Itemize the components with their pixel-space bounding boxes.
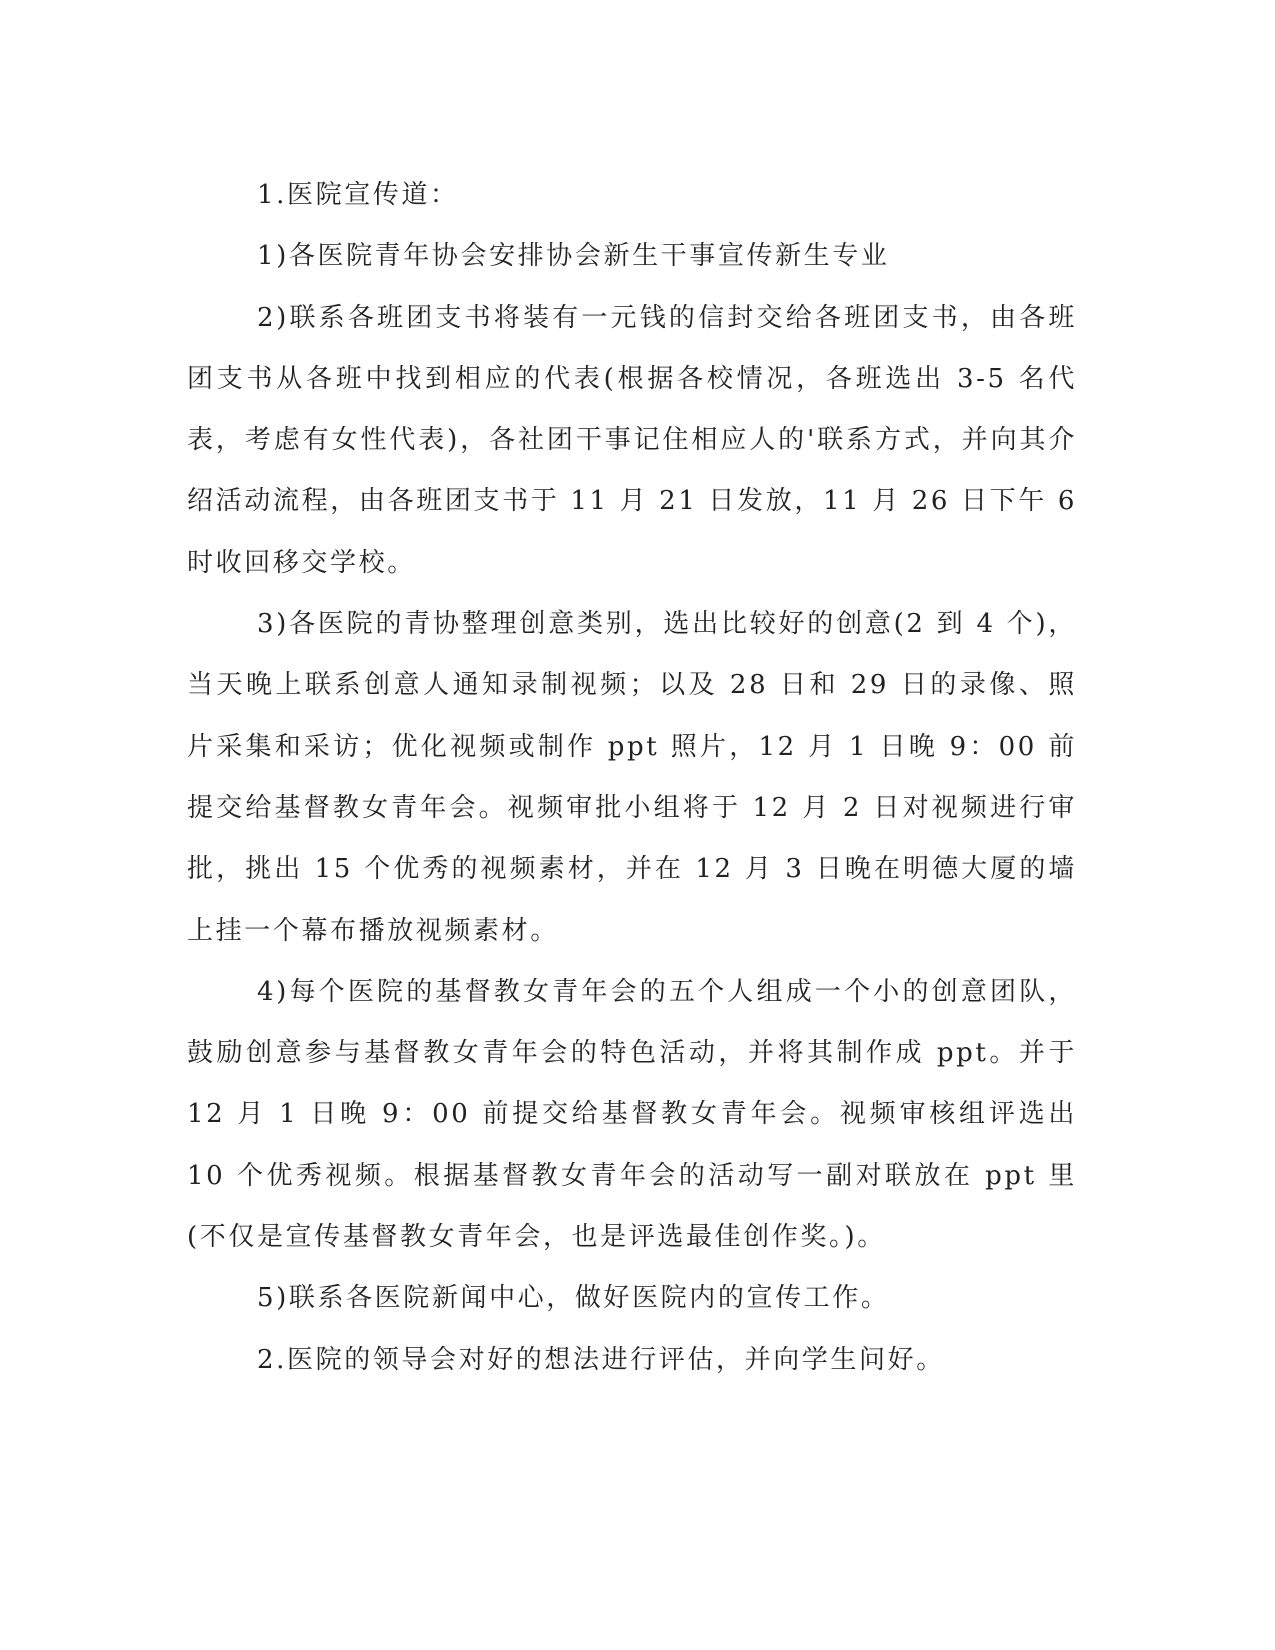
item-4-creative-team-ppt: 4)每个医院的基督教女青年会的五个人组成一个小的创意团队，鼓励创意参与基督教女青年会的特色活动，并将其制作成 ppt。并于 12 月 1 日晚 9：00 前提交给基督教女青年会。视频审核组评选出 10 个优秀视频。根据基督教女青年会的活动写一副对联放在 ppt 里(不仅是宣传基督教女青年会，也是评选最佳创作奖。)。	[187, 976, 1077, 1253]
item-2-envelope-distribution: 2)联系各班团支书将装有一元钱的信封交给各班团支书，由各班团支书从各班中找到相应的代表(根据各校情况，各班选出 3-5 名代表，考虑有女性代表)，各社团干事记住相应人的'联系方式，并向其介绍活动流程，由各班团支书于 11 月 21 日发放，11 月 26 日下午 6 时收回移交学校。	[187, 302, 1077, 578]
heading-hospital-publicity: 1.医院宣传道：	[257, 180, 459, 210]
item-5-news-center: 5)联系各医院新闻中心，做好医院内的宣传工作。	[257, 1283, 890, 1314]
document-body	[187, 165, 1077, 1391]
item-3-creative-video: 3)各医院的青协整理创意类别，选出比较好的创意(2 到 4 个)，当天晚上联系创意人通知录制视频；以及 28 日和 29 日的录像、照片采集和采访；优化视频或制作 ppt 照片，12 月 1 日晚 9：00 前提交给基督教女青年会。视频审批小组将于 12 月 2 日对视频进行审批，挑出 15 个优秀的视频素材，并在 12 月 3 日晚在明德大厦的墙上挂一个幕布播放视频素材。	[187, 609, 1077, 946]
item-1-new-member-publicity: 1)各医院青年协会安排协会新生干事宣传新生专业	[257, 241, 890, 272]
heading-leadership-evaluation: 2.医院的领导会对好的想法进行评估，并向学生问好。	[257, 1344, 945, 1375]
